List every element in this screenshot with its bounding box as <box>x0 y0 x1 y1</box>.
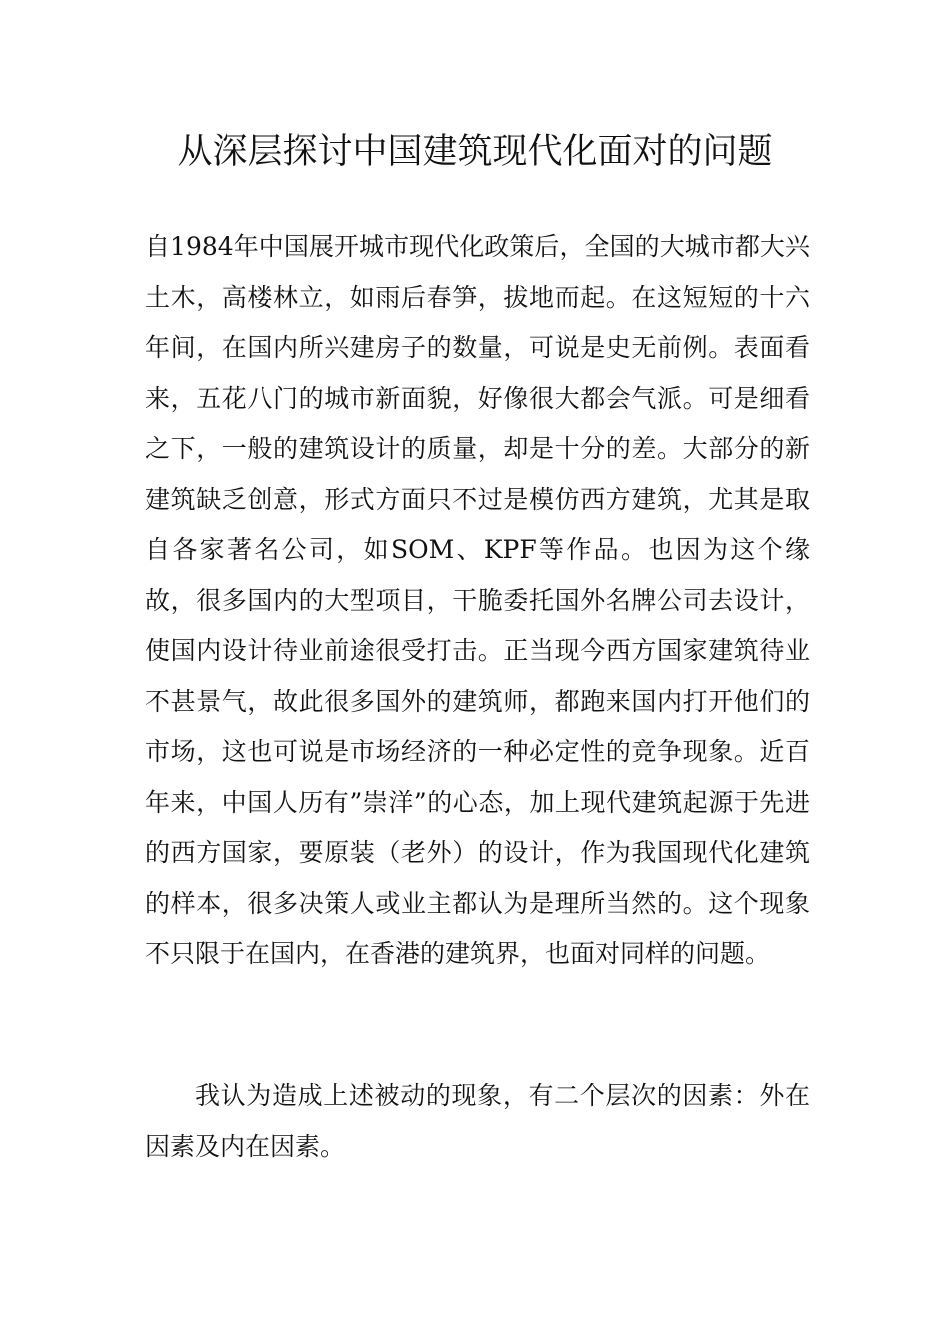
paragraph-2: 我认为造成上述被动的现象，有二个层次的因素：外在因素及内在因素。 <box>145 1081 810 1161</box>
paragraph-1: 自1984年中国展开城市现代化政策后，全国的大城市都大兴土木，高楼林立，如雨后春笋，拔地而起。在这短短的十六年间，在国内所兴建房子的数量，可说是史无前例。表面看来，五花八门的城市新面貌，好像很大都会气派。可是细看之下，一般的建筑设计的质量，却是十分的差。大部分的新建筑缺乏创意，形式方面只不过是模仿西方建筑，尤其是取自各家著名公司，如SOM、KPF等作品。也因为这个缘故，很多国内的大型项目，干脆委托国外名牌公司去设计，使国内设计待业前途很受打击。正当现今西方国家建筑待业不甚景气，故此很多国外的建筑师，都跑来国内打开他们的市场，这也可说是市场经济的一种必定性的竞争现象。近百年来，中国人历有”崇洋”的心态，加上现代建筑起源于先进的西方国家，要原装（老外）的设计，作为我国现代化建筑的样本，很多决策人或业主都认为是理所当然的。这个现象不只限于在国内，在香港的建筑界，也面对同样的问题。 <box>145 232 810 968</box>
document-title: 从深层探讨中国建筑现代化面对的问题 <box>177 132 773 172</box>
